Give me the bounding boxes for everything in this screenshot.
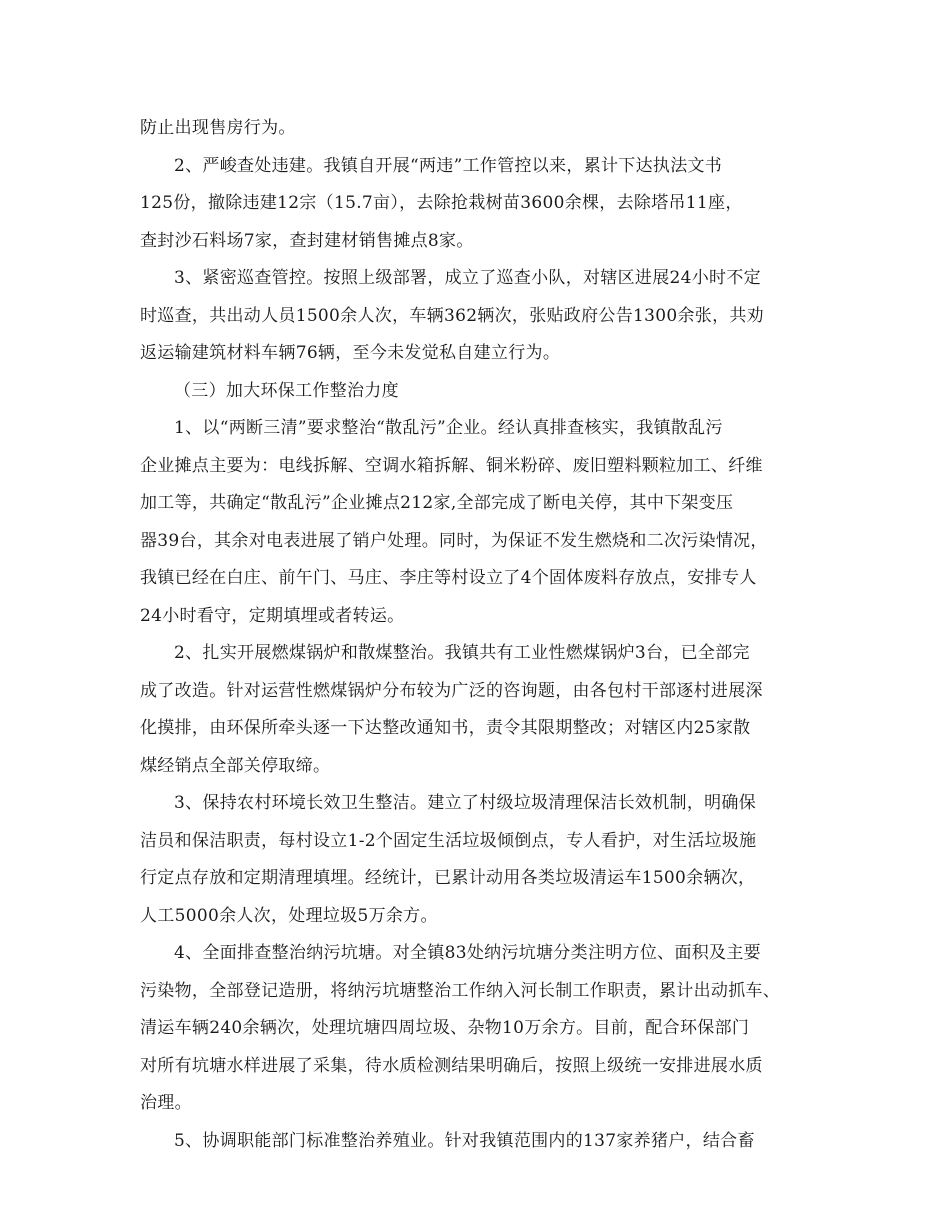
text-line: 治理。	[140, 1093, 192, 1113]
text-line: 企业摊点主要为：电线拆解、空调水箱拆解、铜米粉碎、废旧塑料颗粒加工、纤维	[140, 455, 763, 476]
text-line: 器39台，其余对电表进展了销户处理。同时，为保证不发生燃烧和二次污染情况，	[140, 530, 768, 551]
paragraph-start-line: 1、以“两断三清”要求整治“散乱污”企业。经认真排查核实，我镇散乱污	[174, 418, 723, 438]
paragraph-start-line: 2、扎实开展燃煤锅炉和散煤整治。我镇共有工业性燃煤锅炉3台，已全部完	[174, 643, 750, 663]
text-line: 行定点存放和定期清理填埋。经统计，已累计动用各类垃圾清运车1500余辆次，	[140, 868, 756, 888]
section-heading: （三）加大环保工作整治力度	[174, 380, 399, 401]
text-line: 人工5000余人次，处理垃圾5万余方。	[140, 905, 438, 926]
paragraph-start-line: 3、保持农村环境长效卫生整洁。建立了村级垃圾清理保洁长效机制，明确保	[174, 793, 757, 813]
text-line: 煤经销点全部关停取缔。	[140, 755, 331, 776]
paragraph-start-line: 4、全面排查整治纳污坑塘。对全镇83处纳污坑塘分类注明方位、面积及主要	[174, 943, 761, 963]
text-line: 125份，撤除违建12宗（15.7亩），去除抢栽树苗3600余棵，去除塔吊11座，	[140, 193, 743, 213]
paragraph-start-line: 3、紧密巡查管控。按照上级部署，成立了巡查小队，对辖区进展24小时不定	[174, 268, 761, 288]
paragraph-start-line: 2、严峻查处违建。我镇自开展“两违”工作管控以来，累计下达执法文书	[174, 155, 723, 176]
text-line: 查封沙石料场7家，查封建材销售摊点8家。	[140, 230, 474, 251]
text-line: 洁员和保洁职责，每村设立1-2个固定生活垃圾倾倒点，专人看护，对生活垃圾施	[140, 830, 757, 851]
text-line: 我镇已经在白庄、前午门、马庄、李庄等村设立了4个固体废料存放点，安排专人	[140, 568, 757, 588]
text-line: 对所有坑塘水样进展了采集，待水质检测结果明确后，按照上级统一安排进展水质	[140, 1055, 763, 1076]
text-line: 成了改造。针对运营性燃煤锅炉分布较为广泛的咨询题，由各包村干部逐村进展深	[140, 680, 763, 701]
paragraph-start-line: 5、协调职能部门标准整治养殖业。针对我镇范围内的137家养猪户，结合畜	[174, 1130, 755, 1151]
text-line: 清运车辆240余辆次，处理坑塘四周垃圾、杂物10万余方。目前，配合环保部门	[140, 1018, 750, 1038]
text-line: 化摸排，由环保所牵头逐一下达整改通知书，责令其限期整改；对辖区内25家散	[140, 718, 751, 738]
text-line: 防止出现售房行为。	[140, 118, 296, 138]
text-line: 加工等，共确定“散乱污”企业摊点212家,全部完成了断电关停，其中下架变压	[140, 493, 734, 513]
text-line: 时巡查，共出动人员1500余人次，车辆362辆次，张贴政府公告1300余张，共劝	[140, 305, 764, 326]
text-line: 污染物，全部登记造册，将纳污坑塘整治工作纳入河长制工作职责，累计出动抓车、	[140, 980, 781, 1001]
text-line: 24小时看守，定期填埋或者转运。	[140, 605, 405, 626]
text-line: 返运输建筑材料车辆76辆，至今未发觉私自建立行为。	[140, 343, 561, 363]
document-body	[140, 110, 820, 1160]
